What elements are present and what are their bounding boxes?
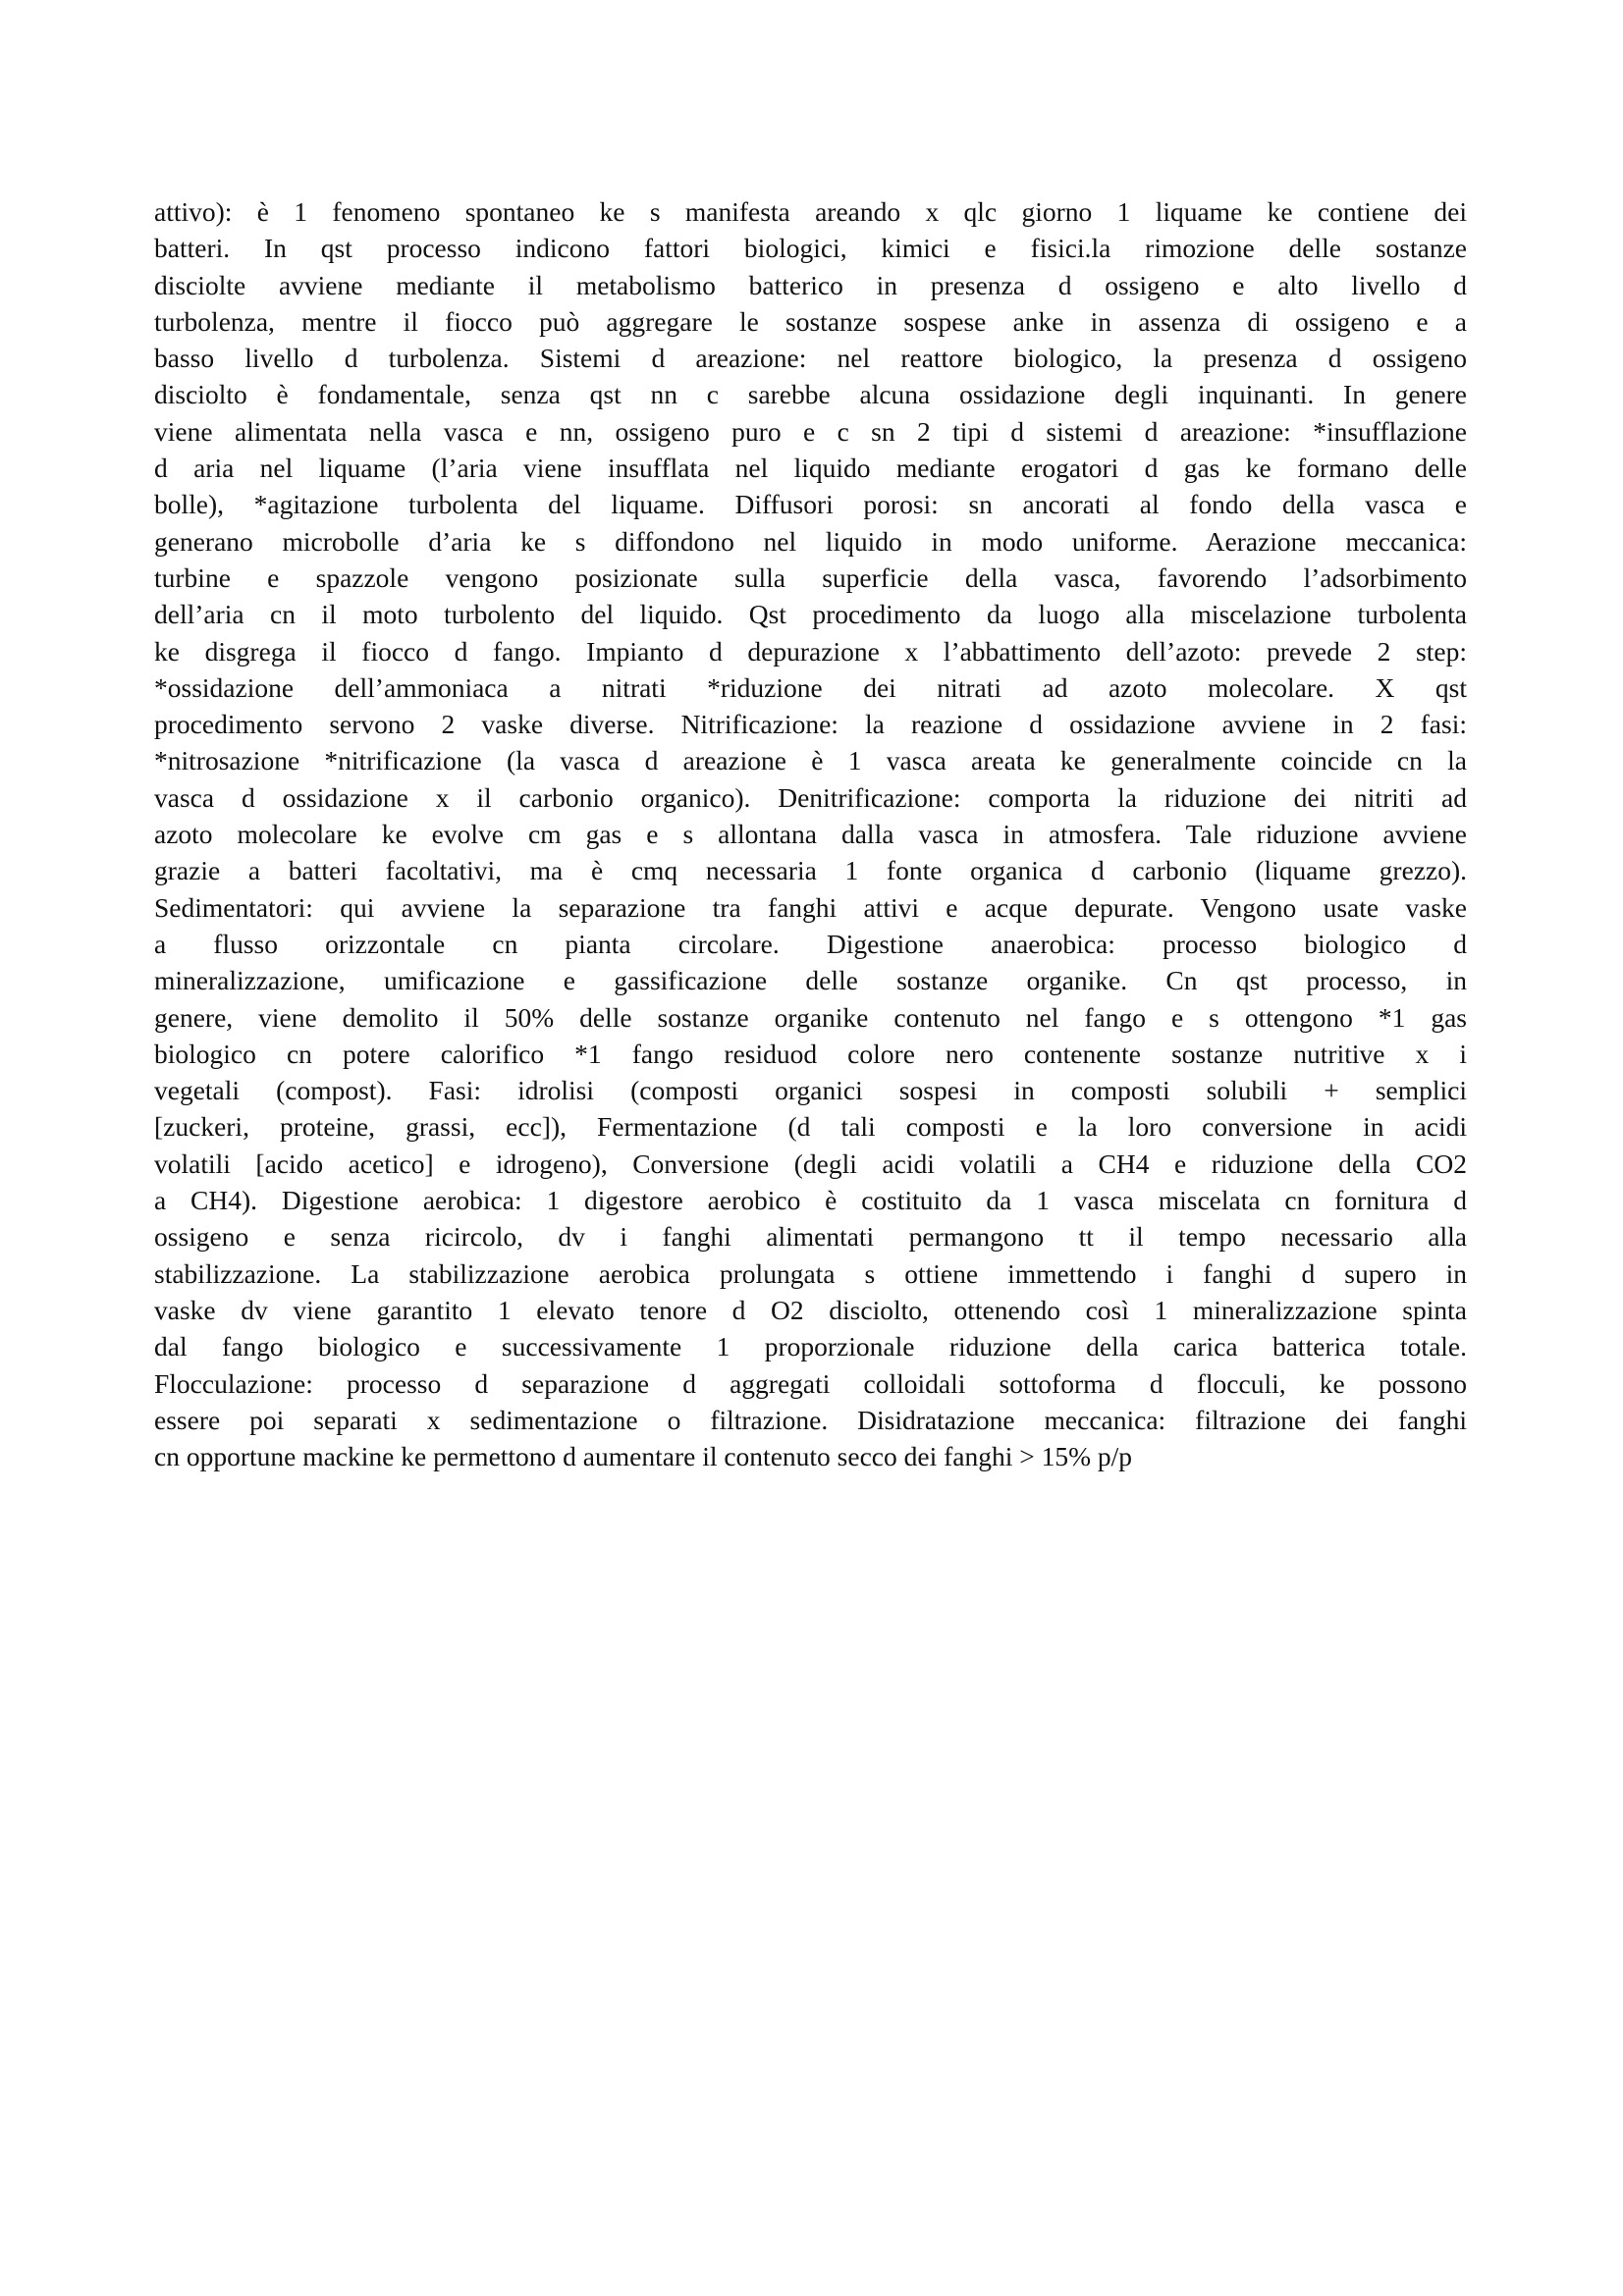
text-line: a flusso orizzontale cn pianta circolare. Digestione anaerobica: processo biologico d [154, 928, 1467, 959]
text-line: disciolto è fondamentale, senza qst nn c sarebbe alcuna ossidazione degli inquinanti. In genere [154, 379, 1467, 410]
text-line: bolle), *agitazione turbolenta del liquame. Diffusori porosi: sn ancorati al fondo della vasca e [154, 489, 1467, 520]
text-line: d aria nel liquame (l’aria viene insufflata nel liquido mediante erogatori d gas ke formano delle [154, 453, 1467, 484]
text-line: genere, viene demolito il 50% delle sostanze organike contenuto nel fango e s ottengono *1 gas [154, 1001, 1467, 1033]
text-line: biologico cn potere calorifico *1 fango residuod colore nero contenente sostanze nutritive x i [154, 1038, 1467, 1069]
text-line: basso livello d turbolenza. Sistemi d areazione: nel reattore biologico, la presenza d ossigeno [154, 343, 1467, 374]
text-line: Sedimentatori: qui avviene la separazione tra fanghi attivi e acque depurate. Vengono usate vaske [154, 891, 1467, 923]
text-line: vegetali (compost). Fasi: idrolisi (composti organici sospesi in composti solubili + semplici [154, 1075, 1467, 1106]
text-line: vaske dv viene garantito 1 elevato tenore d O2 disciolto, ottenendo così 1 mineralizzazione spinta [154, 1294, 1467, 1325]
text-line: volatili [acido acetico] e idrogeno), Conversione (degli acidi volatili a CH4 e riduzione della CO2 [154, 1148, 1467, 1179]
text-line: stabilizzazione. La stabilizzazione aerobica prolungata s ottiene immettendo i fanghi d supero in [154, 1257, 1467, 1289]
text-line: *ossidazione dell’ammoniaca a nitrati *riduzione dei nitrati ad azoto molecolare. X qst [154, 671, 1467, 703]
text-line: Flocculazione: processo d separazione d aggregati colloidali sottoforma d flocculi, ke possono [154, 1367, 1467, 1399]
text-line: disciolte avviene mediante il metabolismo batterico in presenza d ossigeno e alto livello d [154, 269, 1467, 300]
text-line: *nitrosazione *nitrificazione (la vasca d areazione è 1 vasca areata ke generalmente coincide cn la [154, 745, 1467, 776]
text-line: essere poi separati x sedimentazione o filtrazione. Disidratazione meccanica: filtrazione dei fanghi [154, 1404, 1467, 1435]
text-line: dal fango biologico e successivamente 1 proporzionale riduzione della carica batterica totale. [154, 1331, 1467, 1362]
text-line: attivo): è 1 fenomeno spontaneo ke s manifesta areando x qlc giorno 1 liquame ke contiene dei [154, 196, 1467, 227]
text-line: turbolenza, mentre il fiocco può aggregare le sostanze sospese anke in assenza di ossigeno e a [154, 305, 1467, 337]
body-text [154, 193, 1467, 1474]
text-line: azoto molecolare ke evolve cm gas e s allontana dalla vasca in atmosfera. Tale riduzione avviene [154, 819, 1467, 850]
text-line: grazie a batteri facoltativi, ma è cmq necessaria 1 fonte organica d carbonio (liquame grezzo). [154, 855, 1467, 886]
text-line: [zuckeri, proteine, grassi, ecc]), Fermentazione (d tali composti e la loro conversione in acidi [154, 1111, 1467, 1143]
text-line: a CH4). Digestione aerobica: 1 digestore aerobico è costituito da 1 vasca miscelata cn fornitura d [154, 1185, 1467, 1216]
text-line: ossigeno e senza ricircolo, dv i fanghi alimentati permangono tt il tempo necessario alla [154, 1221, 1467, 1253]
text-line: turbine e spazzole vengono posizionate sulla superficie della vasca, favorendo l’adsorbimento [154, 561, 1467, 593]
text-line: cn opportune mackine ke permettono d aumentare il contenuto secco dei fanghi > 15% p/p [154, 1441, 1133, 1472]
text-line: dell’aria cn il moto turbolento del liquido. Qst procedimento da luogo alla miscelazione turbolenta [154, 599, 1467, 630]
text-line: viene alimentata nella vasca e nn, ossigeno puro e c sn 2 tipi d sistemi d areazione: *insufflazione [154, 415, 1467, 447]
text-line: procedimento servono 2 vaske diverse. Nitrificazione: la reazione d ossidazione avviene in 2 fasi: [154, 709, 1467, 740]
text-line: ke disgrega il fiocco d fango. Impianto d depurazione x l’abbattimento dell’azoto: prevede 2 step: [154, 635, 1467, 667]
text-line: vasca d ossidazione x il carbonio organico). Denitrificazione: comporta la riduzione dei nitriti ad [154, 781, 1467, 813]
text-line: batteri. In qst processo indicono fattori biologici, kimici e fisici.la rimozione delle sostanze [154, 233, 1467, 264]
text-line: generano microbolle d’aria ke s diffondono nel liquido in modo uniforme. Aerazione meccanica: [154, 525, 1467, 557]
text-line: mineralizzazione, umificazione e gassificazione delle sostanze organike. Cn qst processo, in [154, 965, 1467, 996]
